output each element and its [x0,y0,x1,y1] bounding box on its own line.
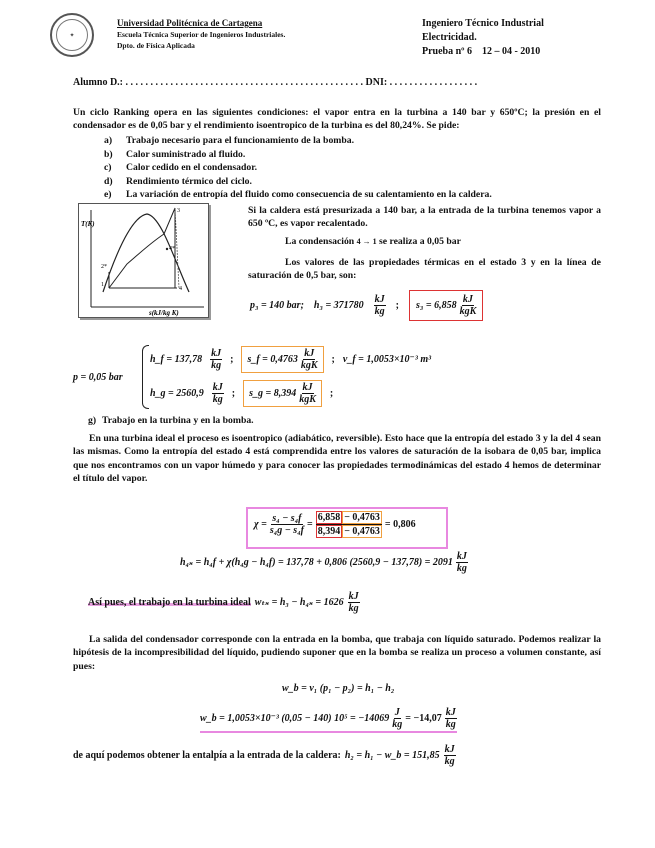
sg-highlight-box: s_g = 8,394 $\frac{kJ}{\text{kgK}}$ [243,380,322,407]
y-axis-label: T(K) [81,220,95,228]
header-right [422,17,544,59]
point-label: 3 [177,208,180,214]
intro-paragraph: Si la caldera está presurizada a 140 bar, a la entrada de la turbina tenemos vapor a 650 ºC, es vapor recalentado. [248,205,601,230]
sat-row-g: h_g = 2560,9 $\frac{kJ}{kg}$ ; s_g = 8,394 $\frac{kJ}{\text{kgK}}$ ; [150,382,334,405]
pump-equation-1: w_b = v₁ (p₁ − p₂) = h₁ − h₂ [282,683,395,694]
condensation-line: La condensación 4 → 1 se realiza a 0,05 bar [285,236,461,247]
point-label: 2* [101,264,107,270]
point-label: 1 [101,282,104,288]
turbine-paragraph: En una turbina ideal el proceso es isoentropico (adiabático, reversible). Esto hace que la entropía del estado 3 y la del 4 sean las mismas. Como la entropía del estado 4 está comprendida entre los valores de saturación de la isobara de 0,05 bar, implica que nos encontramos con un vapor húmedo y para conocer las propiedades termodinámicas del estado 4 hemos de determinar el título del vapor. [73,433,601,484]
list-item: d) Rendimiento térmico del ciclo. [104,175,252,187]
university-seal [50,13,94,57]
properties-paragraph: Los valores de las propiedades térmicas en el estado 3 y en la línea de saturación de 0,5 bar, son: [248,257,601,282]
pressure-label: p = 0,05 bar [73,372,123,383]
ts-diagram [78,203,209,318]
chi-values: 6,858 − 0,4763 8,394 − 0,4763 [317,512,380,537]
final-line: de aquí podemos obtener la entalpía a la entrada de la caldera: h₂ = h₁ − w_b = 151,85 $\frac{kJ}{kg}$ [73,744,455,767]
test-info: Prueba nº 6 12 – 04 - 2010 [422,46,541,57]
state3-line: p₃ = 140 bar; h₃ = 371780 $\frac{kJ}{kg}$ ; s₃ = 6,858 $\frac{kJ}{\text{kgK}}$ [250,290,483,321]
subject: Electricidad. [422,32,477,43]
point-label: 4 [179,286,182,292]
question-g: g) Trabajo en la turbina y en la bomba. [88,415,254,426]
list-item: a) Trabajo necesario para el funcionamiento de la bomba. [104,135,355,146]
list-item: b) Calor suministrado al fluido. [104,148,246,160]
ts-diagram-svg [79,204,208,317]
header-left [117,17,285,51]
point-label: 4* [169,246,175,252]
list-item: c) Calor cedido en el condensador. [104,162,258,173]
brace [142,345,149,409]
list-item: e) La variación de entropía del fluido como consecuencia de su calentamiento en la caldera. [104,189,492,200]
pump-equation-2: w_b = 1,0053×10⁻³ (0,05 − 140) 10⁵ = −14069 $\frac{J}{kg}$ = −14,07 $\frac{kJ}{kg}$ [200,707,457,733]
s3-highlight-box: s₃ = 6,858 $\frac{kJ}{\text{kgK}}$ [409,290,483,321]
school-name: Escuela Técnica Superior de Ingenieros Industriales. [117,30,286,39]
x-axis-label: s(kJ/kg K) [149,309,179,317]
department-name: Dpto. de Física Aplicada [117,41,195,50]
pump-paragraph: La salida del condensador corresponde con la entrada en la bomba, que trabaja con líquido saturado. Podemos realizar la hipótesis de la incompresibilidad del líquido, pudiendo suponer que en la bomba se realiza un proceso a volumen constante, así pues: [73,634,601,672]
problem-statement: Un ciclo Ranking opera en las siguientes condiciones: el vapor entra en la turbina a 140 bar y 650ºC; la presión en el condensador es de 0,05 bar y el rendimiento isoentropico de la turbina es del 80,24%. Se pide: [73,107,601,132]
question-list [104,134,492,202]
seal-inner-icon: ✦ [56,19,88,51]
sf-highlight-box: s_f = 0,4763 $\frac{kJ}{\text{kgK}}$ [241,346,323,373]
university-name: Universidad Politécnica de Cartagena [117,18,263,28]
sat-row-f: h_f = 137,78 $\frac{kJ}{kg}$ ; s_f = 0,4763 $\frac{kJ}{\text{kgK}}$ ; v_f = 1,0053×10⁻³ m³ [150,348,432,371]
student-line: Alumno D.: . . . . . . . . . . . . . . . . . . . . . . . . . . . . . . . . . . . . . . . . . . . . . . . . DNI: . . . . . . . . . . . . . . . . . . [73,77,478,88]
turbine-work-line: Así pues, el trabajo en la turbina ideal wₜₛ = h₃ − h₄ₛ = 1626 $\frac{kJ}{kg}$ [88,591,359,614]
chi-equation: χ = $\frac{\text{s₄ − s₄f}}{\text{s₄g − s₄f}}$ = 6,858 − 0,4763 8,394 − 0,4763 = 0,806 [254,512,416,537]
h4s-equation: h₄ₛ = h₄f + χ(h₄g − h₄f) = 137,78 + 0,806 (2560,9 − 137,78) = 2091 $\frac{kJ}{kg}$ [180,551,467,574]
degree: Ingeniero Técnico Industrial [422,18,544,29]
